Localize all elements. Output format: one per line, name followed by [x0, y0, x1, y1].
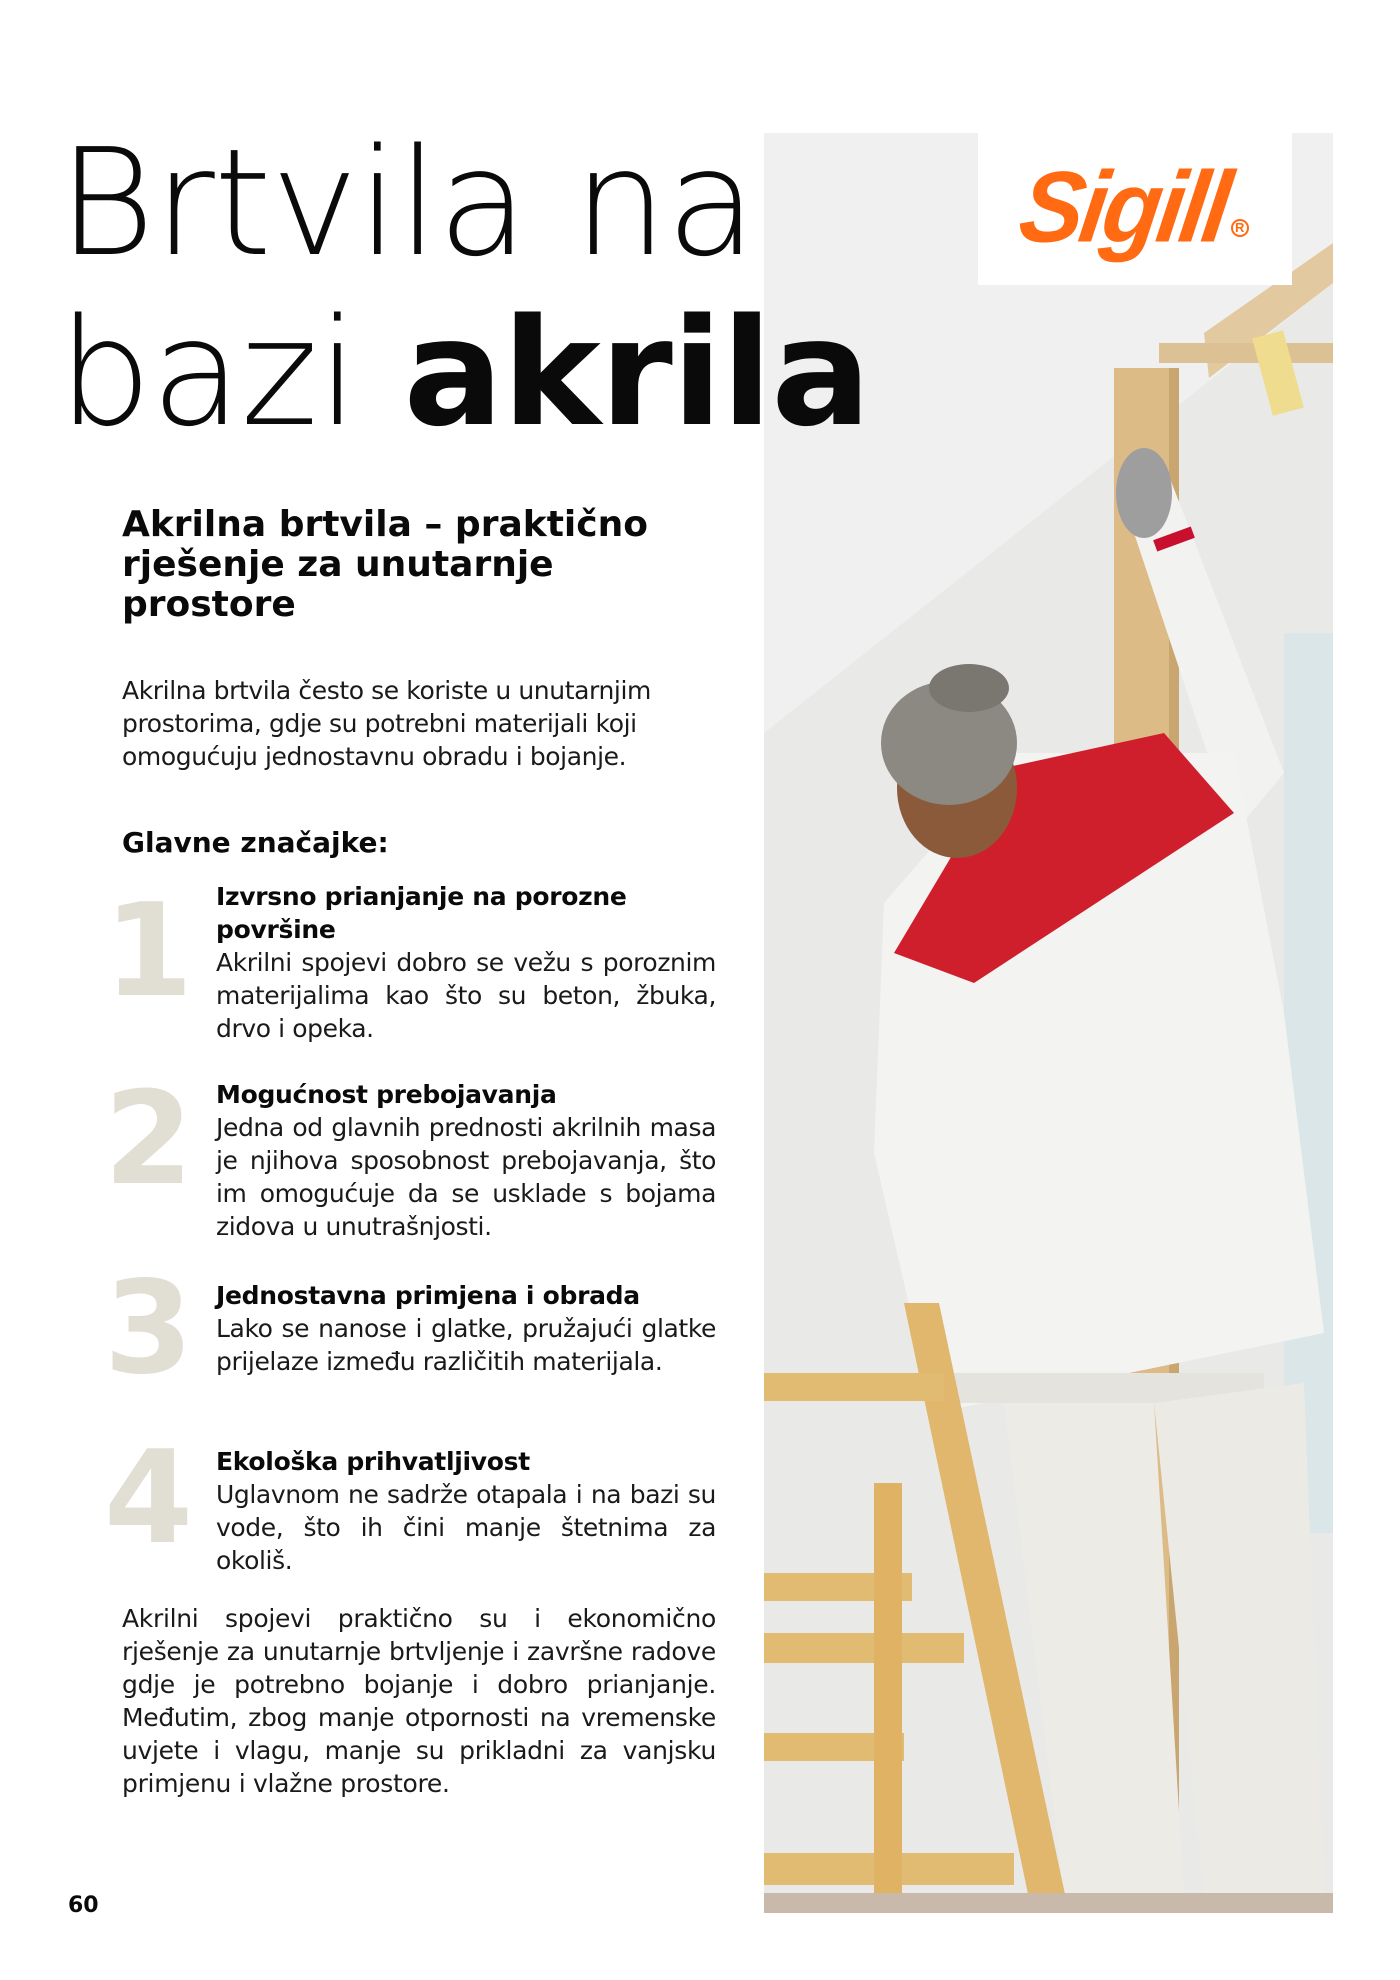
- feature-body-2: Jedna od glavnih prednosti akrilnih masa je njihova sposobnost prebojavanja, što im omogućuje da se usklade s bojama zidova u unutrašnjosti.: [216, 1113, 716, 1241]
- page-number: 60: [68, 1893, 99, 1918]
- feature-item-4: [104, 1424, 716, 1577]
- brand-logo-text: Sigill: [1013, 150, 1235, 264]
- feature-item-1: [104, 877, 716, 1045]
- feature-item-2: [104, 1065, 716, 1243]
- title-line-2: [58, 288, 870, 458]
- feature-number-3: 3: [104, 1254, 190, 1403]
- article-closing-paragraph: Akrilni spojevi praktično su i ekonomično rješenje za unutarnje brtvljenje i završne radove gdje je potrebno bojanje i dobro prianjanje. Međutim, zbog manje otpornosti na vremenske uvjete i vlagu, manje su prikladni za vanjsku primjenu i vlažne prostore.: [122, 1604, 716, 1798]
- title-line-1: Brtvila na: [58, 117, 756, 289]
- title-line-2-bold: akrila: [403, 287, 871, 459]
- feature-title-4: Ekološka prihvatljivost: [216, 1447, 530, 1476]
- article-intro: Akrilna brtvila često se koriste u unutarnjim prostorima, gdje su potrebni materijali koji omogućuju jednostavnu obradu i bojanje.: [122, 676, 651, 771]
- feature-body-3: Lako se nanose i glatke, pružajući glatke prijelaze između različitih materijala.: [216, 1314, 716, 1376]
- article-subheading: Akrilna brtvila – praktično rješenje za unutarnje prostore: [122, 504, 648, 625]
- feature-title-2: Mogućnost prebojavanja: [216, 1080, 557, 1109]
- features-heading: Glavne značajke:: [122, 826, 389, 859]
- page-title: [58, 118, 870, 458]
- feature-item-3: [104, 1254, 716, 1403]
- brand-logo: [978, 130, 1292, 285]
- registered-trademark-icon: R: [1231, 219, 1249, 237]
- feature-number-4: 4: [104, 1424, 190, 1573]
- feature-title-3: Jednostavna primjena i obrada: [216, 1281, 640, 1310]
- feature-body-4: Uglavnom ne sadrže otapala i na bazi su vode, što ih čini manje štetnima za okoliš.: [216, 1480, 716, 1575]
- feature-body-1: Akrilni spojevi dobro se vežu s poroznim materijalima kao što su beton, žbuka, drvo i opeka.: [216, 948, 716, 1043]
- article-body: [104, 504, 716, 1575]
- title-line-2-light: bazi: [58, 287, 404, 459]
- feature-number-1: 1: [104, 877, 190, 1026]
- feature-title-1: Izvrsno prianjanje na porozne površine: [216, 882, 627, 944]
- feature-number-2: 2: [104, 1065, 190, 1214]
